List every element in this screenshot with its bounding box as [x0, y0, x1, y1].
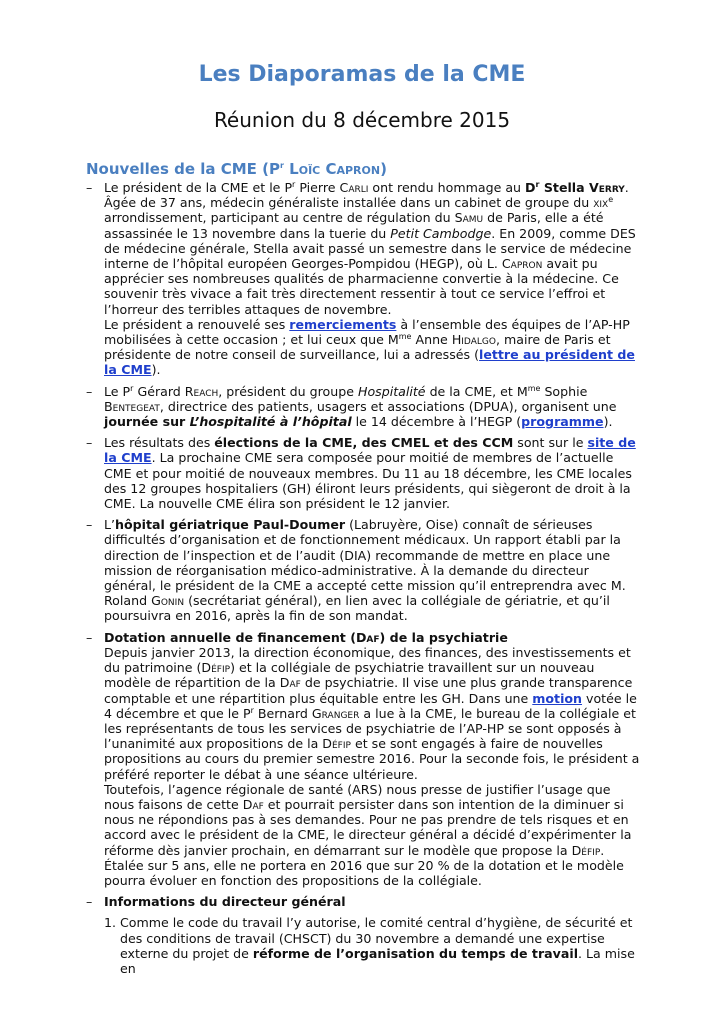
news-item-hospitalite: [86, 384, 640, 430]
news-item-directeur-general: [86, 894, 640, 976]
meeting-date-subtitle: Réunion du 8 décembre 2015: [213, 108, 511, 132]
item-heading: Dotation annuelle de financement (Daf) de la psychiatrie: [104, 629, 508, 645]
paragraph: L’hôpital gériatrique Paul-Doumer (Labruyère, Oise) connaît de sérieuses difficultés d’organisation et de fonctionnement médicaux. Un rapport établi par la direction de l’inspection et de l’audit (DIA) recommande de mettre en place une mission de réorganisation médico-administrative. À la demande du directeur général, le président de la CME a accepté cette mission qu’il entreprendra avec M. Roland Gonin (secrétariat général), en lien avec la collégiale de gériatrie, et qu’il poursuivra en 2016, après la fin de son mandat.: [104, 517, 626, 624]
news-list: [86, 180, 640, 982]
list-number: 1.: [104, 915, 117, 931]
dash-bullet: –: [86, 894, 93, 910]
site-cme-link[interactable]: site de la CME: [104, 435, 636, 466]
heading-sup: r: [279, 161, 284, 170]
programme-link[interactable]: programme: [521, 414, 604, 430]
news-item-paul-doumer: [86, 517, 640, 623]
dash-bullet: –: [86, 383, 93, 399]
heading-text: Nouvelles de la CME (P: [86, 160, 280, 178]
dash-bullet: –: [86, 517, 93, 533]
heading-surname: Capron: [325, 160, 381, 178]
item-heading: Informations du directeur général: [104, 894, 346, 910]
paragraph: Toutefois, l’agence régionale de santé (ARS) nous presse de justifier l’usage que nous faisons de cette Daf et pourrait persister dans son intention de la diminuer si nous ne répondions pas à ses demandes. Pour ne pas prendre de tels risques et en accord avec le président de la CME, le directeur général a décidé d’expérimenter la réforme dès janvier prochain, en démarrant sur le modèle que propose la Défip. Étalée sur 5 ans, elle ne portera en 2016 que sur 20 % de la dotation et le modèle pourra évoluer en fonction des propositions de la collégiale.: [104, 781, 632, 888]
dash-bullet: –: [86, 629, 93, 645]
news-item-dotation-psychiatrie: [86, 630, 640, 888]
dash-bullet: –: [86, 435, 93, 451]
paragraph: Depuis janvier 2013, la direction économique, des finances, des investissements et du patrimoine (Défip) et la collégiale de psychiatrie travaillent sur un nouveau modèle de répartition de la Daf de psychiatrie. Il vise une plus grande transparence comptable et une répartition plus équitable entre les GH. Dans une motion votée le 4 décembre et que le $P^r$ Bernard Granger a lue à la CME, le bureau de la collégiale et les représentants de tous les services de psychiatrie de l’AP-HP se sont opposés à l’unanimité aux propositions de la Défip et se sont engagés à faire de nouvelles propositions au cours du premier semestre 2016. Pour la seconde fois, le président a préféré reporter le débat à une séance ultérieure.: [104, 644, 640, 782]
paragraph: Le président de la CME et le $P^r$ Pierre Carli ont rendu hommage au $D^r$ Stella Verry. Âgée de 37 ans, médecin généraliste installée dans un cabinet de groupe du xix$^e$ arrondissement, participant au centre de régulation du Samu de Paris, elle a été assassinée le 13 novembre dans la tuerie du Petit Cambodge. En 2009, comme DES de médecine générale, Stella avait passé un semestre dans le service de médecine interne de l’hôpital européen Georges-Pompidou (HEGP), où L. Capron avait pu apprécier ses nombreuses qualités de pharmacienne convertie à la médecine. Ce souvenir très vivace a fait très directement ressentir à tout ce service l’effroi et l’horreur des terribles attaques de novembre.: [104, 179, 636, 317]
heading-name: Loïc: [289, 160, 321, 178]
list-item: 1. Comme le code du travail l’y autorise, le comité central d’hygiène, de sécurité et des conditions de travail (CHSCT) du 30 novembre a demandé une expertise externe du projet de réforme de l’organisation du temps de travail. La mise en: [104, 915, 635, 976]
dash-bullet: –: [86, 180, 93, 195]
paragraph: Le $P^r$ Gérard Reach, président du groupe Hospitalité de la CME, et $M^{me}$ Sophie Bentegeat, directrice des patients, usagers et associations (DPUA), organisent une journée sur L’hospitalité à l’hôpital le 14 décembre à l’HEGP (programme).: [104, 383, 617, 430]
paragraph: Le président a renouvelé ses remerciements à l’ensemble des équipes de l’AP-HP mobilisées à cette occasion ; et lui ceux que $M^{me}$ Anne Hidalgo, maire de Paris et présidente de notre conseil de surveillance, lui a adressés (lettre au président de la CME).: [104, 316, 635, 378]
news-item-hommage: [86, 180, 640, 378]
lettre-president-link[interactable]: lettre au président de la CME: [104, 347, 635, 378]
remerciements-link[interactable]: remerciements: [289, 316, 397, 332]
motion-link[interactable]: motion: [532, 690, 583, 706]
paragraph: Les résultats des élections de la CME, des CMEL et des CCM sont sur le site de la CME. La prochaine CME sera composée pour moitié de membres de l’actuelle CME et pour moitié de nouveaux membres. Du 11 au 18 décembre, les CME locales des 12 groupes hospitaliers (GH) éliront leurs présidents, qui siègeront de droit à la CME. La nouvelle CME élira son président le 12 janvier.: [104, 435, 636, 512]
section-heading: [86, 160, 387, 178]
numbered-list: [104, 915, 640, 976]
news-item-elections: [86, 435, 640, 511]
heading-suffix: ): [380, 160, 387, 178]
document-title: Les Diaporamas de la CME: [198, 62, 526, 87]
